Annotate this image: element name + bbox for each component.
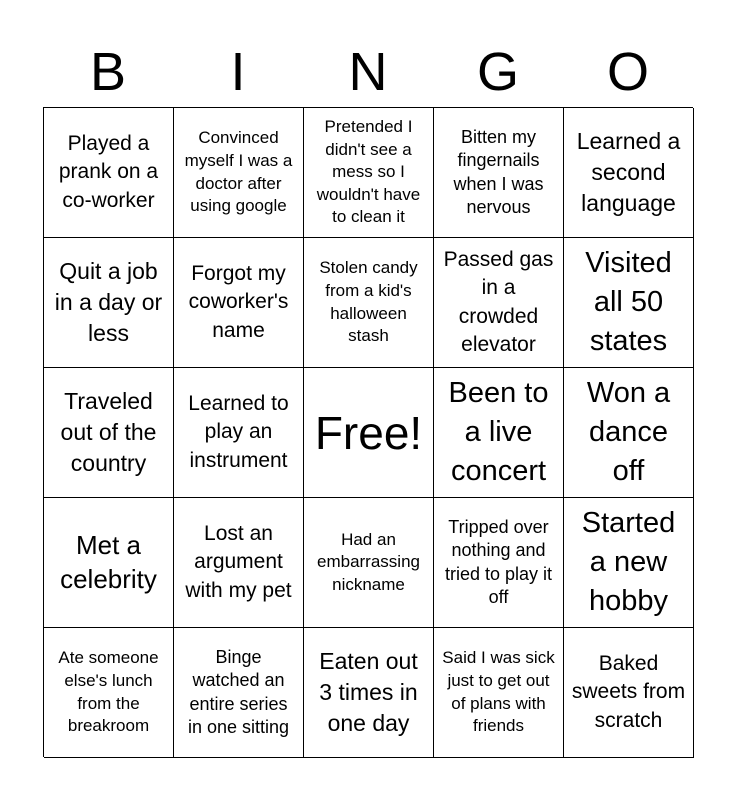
bingo-cell[interactable]	[564, 368, 694, 498]
bingo-cell[interactable]	[44, 498, 174, 628]
cell-text: Eaten out 3 times in one day	[319, 647, 418, 737]
bingo-cell[interactable]	[434, 238, 564, 368]
cell-text: Ate someone else's lunch from the breakroom	[58, 648, 159, 736]
header-letter-i: I	[230, 42, 246, 102]
bingo-cell[interactable]	[434, 368, 564, 498]
bingo-cell[interactable]	[564, 628, 694, 758]
cell-text: Learned to play an instrument	[188, 391, 289, 472]
free-space-label: Free!	[314, 406, 423, 459]
bingo-cell[interactable]	[304, 108, 434, 238]
bingo-cell[interactable]	[304, 238, 434, 368]
bingo-cell[interactable]	[434, 498, 564, 628]
cell-text: Baked sweets from scratch	[571, 651, 686, 732]
bingo-cell[interactable]	[564, 238, 694, 368]
bingo-cell[interactable]	[434, 628, 564, 758]
cell-text: Played a prank on a co-worker	[58, 131, 159, 212]
bingo-cell[interactable]	[44, 368, 174, 498]
cell-text: Been to a live concert	[448, 377, 549, 487]
cell-text: Forgot my coworker's name	[188, 261, 289, 342]
cell-text: Traveled out of the country	[60, 387, 157, 477]
bingo-cell[interactable]	[174, 108, 304, 238]
cell-text: Said I was sick just to get out of plans with friends	[442, 648, 555, 736]
cell-text: Had an embarrassing nickname	[317, 529, 420, 594]
bingo-cell[interactable]	[44, 108, 174, 238]
bingo-cell[interactable]	[44, 628, 174, 758]
cell-text: Started a new hobby	[581, 507, 676, 617]
bingo-cell[interactable]	[174, 368, 304, 498]
bingo-cell[interactable]	[564, 108, 694, 238]
bingo-cell[interactable]	[304, 498, 434, 628]
cell-text: Visited all 50 states	[585, 247, 672, 357]
cell-text: Met a celebrity	[60, 530, 157, 594]
cell-text: Passed gas in a crowded elevator	[443, 247, 554, 356]
cell-text: Tripped over nothing and tried to play it off	[444, 517, 553, 607]
header-letter-o: O	[606, 42, 649, 102]
cell-text: Learned a second language	[576, 127, 681, 217]
header-letter-n: N	[348, 42, 388, 102]
header-letter-g: G	[476, 42, 519, 102]
cell-text: Binge watched an entire series in one sitting	[187, 647, 290, 737]
cell-text: Convinced myself I was a doctor after using google	[184, 128, 293, 216]
cell-text: Bitten my fingernails when I was nervous	[453, 127, 544, 217]
bingo-cell[interactable]	[44, 238, 174, 368]
cell-text: Stolen candy from a kid's halloween stash	[319, 258, 418, 346]
cell-text: Won a dance off	[586, 377, 671, 487]
bingo-cell[interactable]	[174, 238, 304, 368]
bingo-cell[interactable]	[564, 498, 694, 628]
cell-text: Pretended I didn't see a mess so I wouldn't have to clean it	[316, 116, 421, 227]
bingo-cell[interactable]	[174, 498, 304, 628]
bingo-cell[interactable]	[304, 628, 434, 758]
bingo-cell[interactable]	[434, 108, 564, 238]
header-letter-b: B	[89, 42, 127, 102]
bingo-cell[interactable]	[174, 628, 304, 758]
bingo-header	[43, 36, 693, 108]
cell-text: Quit a job in a day or less	[54, 257, 163, 347]
cell-text: Lost an argument with my pet	[185, 521, 292, 602]
free-space[interactable]	[304, 368, 434, 498]
bingo-board	[43, 107, 693, 757]
